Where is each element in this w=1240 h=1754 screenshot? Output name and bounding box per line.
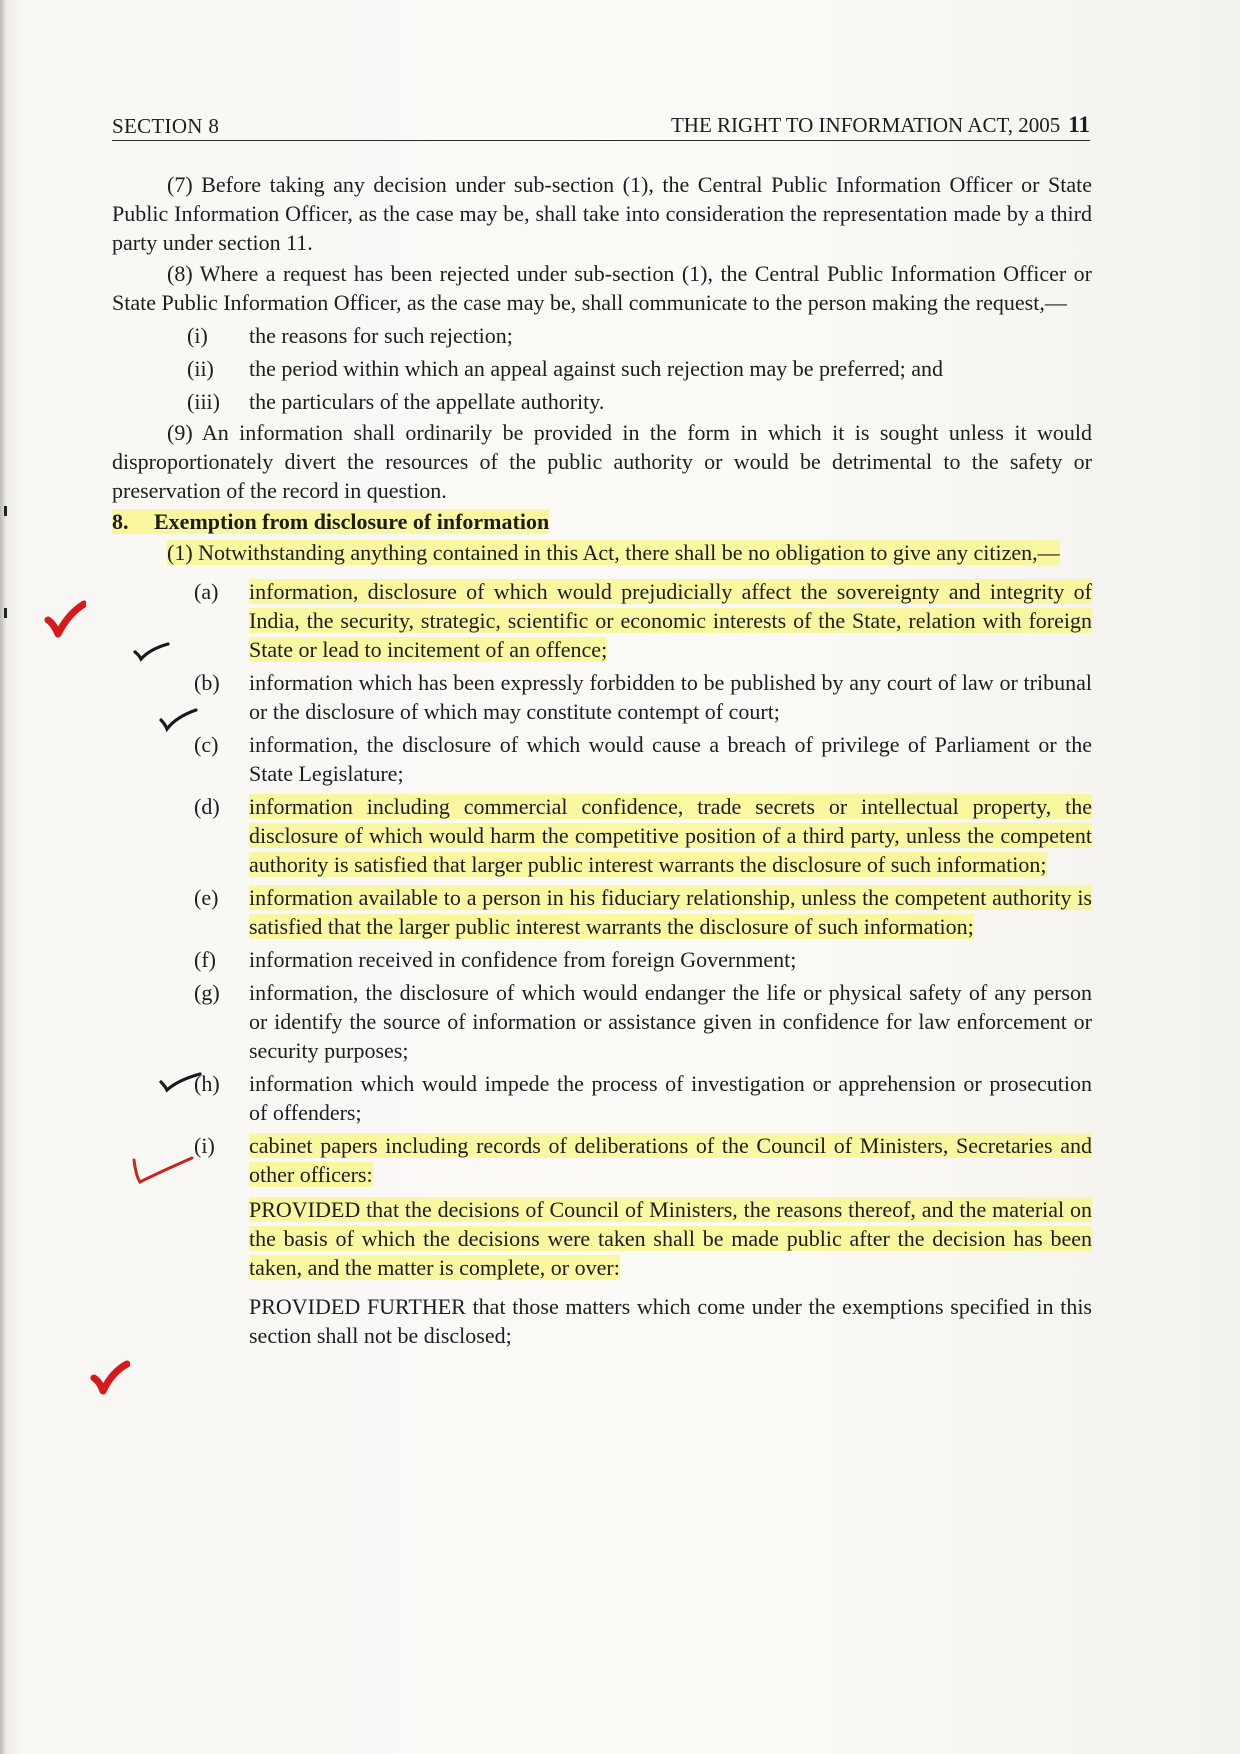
- page-number: 11: [1068, 112, 1090, 137]
- item-text: the particulars of the appellate authority.: [249, 389, 605, 414]
- header-section-label: SECTION 8: [112, 114, 220, 138]
- running-header: [112, 110, 1090, 141]
- document-body: [112, 170, 1092, 1350]
- section-title: Exemption from disclosure of information: [154, 509, 550, 534]
- item-text: the period within which an appeal against such rejection may be preferred; and: [249, 356, 943, 381]
- clause-b: [112, 668, 1092, 726]
- clause-text: information which has been expressly forbidden to be published by any court of law or tribunal or the disclosure of which may constitute contempt of court;: [249, 670, 1092, 724]
- list-item: [112, 387, 1092, 416]
- proviso-1-text: PROVIDED that the decisions of Council of Ministers, the reasons thereof, and the material on the basis of which the decisions were taken shall be made public after the decision has been taken, and the matter is complete, or over:: [249, 1197, 1092, 1280]
- checkmark-icon: [132, 640, 172, 662]
- clause-f: [112, 945, 1092, 974]
- item-text: the reasons for such rejection;: [249, 323, 513, 348]
- page-binding-edge: [0, 0, 6, 1754]
- clause-text: information available to a person in his fiduciary relationship, unless the competent authority is satisfied that the larger public interest warrants the disclosure of such information;: [249, 885, 1092, 939]
- clause-label: (i): [194, 1133, 215, 1158]
- red-checkmark-icon: [44, 600, 86, 640]
- subsection-7: (7) Before taking any decision under sub-section (1), the Central Public Information Officer or State Public Information Officer, as the case may be, shall take into consideration the representation made by a third party under section 11.: [112, 172, 1092, 255]
- clause-e: [112, 883, 1092, 941]
- item-label: (iii): [187, 389, 220, 414]
- margin-mark: [4, 608, 7, 618]
- clause-text: information, the disclosure of which would cause a breach of privilege of Parliament or the State Legislature;: [249, 732, 1092, 786]
- intro-text: (1) Notwithstanding anything contained in this Act, there shall be no obligation to give any citizen,—: [167, 540, 1060, 565]
- clause-label: (c): [194, 732, 219, 757]
- clause-h: [112, 1069, 1092, 1127]
- section-heading: [112, 507, 1092, 536]
- proviso-1: [112, 1195, 1092, 1282]
- header-act-title: [671, 112, 1090, 138]
- clause-label: (a): [194, 579, 219, 604]
- checkmark-icon: [158, 706, 200, 732]
- clause-label: (g): [194, 980, 220, 1005]
- section-number: 8.: [112, 509, 129, 534]
- clause-label: (h): [194, 1071, 220, 1096]
- subsection-8: (8) Where a request has been rejected under sub-section (1), the Central Public Information Officer or State Public Information Officer, as the case may be, shall communicate to the person making the request,—: [112, 261, 1092, 315]
- clause-d: [112, 792, 1092, 879]
- clause-text: information, disclosure of which would prejudicially affect the sovereignty and integrity of India, the security, strategic, scientific or economic interests of the State, relation with foreign State or lead to incitement of an offence;: [249, 579, 1092, 662]
- list-item: [112, 354, 1092, 383]
- item-label: (ii): [187, 356, 214, 381]
- list-item: [112, 321, 1092, 350]
- clause-g: [112, 978, 1092, 1065]
- clause-c: [112, 730, 1092, 788]
- clause-text: information including commercial confidence, trade secrets or intellectual property, the disclosure of which would harm the competitive position of a third party, unless the competent authority is satisfied that larger public interest warrants the disclosure of such information;: [249, 794, 1092, 877]
- clause-text: information received in confidence from foreign Government;: [249, 947, 797, 972]
- clause-label: (e): [194, 885, 219, 910]
- clause-label: (b): [194, 670, 220, 695]
- clause-a: [112, 577, 1092, 664]
- clause-text: cabinet papers including records of deliberations of the Council of Ministers, Secretaries and other officers:: [249, 1133, 1092, 1187]
- checkmark-icon: [158, 1070, 204, 1094]
- red-checkmark-icon: [90, 1360, 130, 1396]
- clause-label: (d): [194, 794, 220, 819]
- red-checkmark-icon: [130, 1154, 196, 1186]
- clause-i: [112, 1131, 1092, 1189]
- section-8-intro: [112, 538, 1092, 567]
- proviso-2: PROVIDED FURTHER that those matters which come under the exemptions specified in this section shall not be disclosed;: [249, 1294, 1092, 1348]
- item-label: (i): [187, 323, 208, 348]
- clause-text: information, the disclosure of which would endanger the life or physical safety of any person or identify the source of information or assistance given in confidence for law enforcement or security purposes;: [249, 980, 1092, 1063]
- subsection-9: (9) An information shall ordinarily be provided in the form in which it is sought unless it would disproportionately divert the resources of the public authority or would be detrimental to the safety or preservation of the record in question.: [112, 420, 1092, 503]
- header-act-name: THE RIGHT TO INFORMATION ACT, 2005: [670, 113, 1061, 137]
- clause-text: information which would impede the process of investigation or apprehension or prosecution of offenders;: [249, 1071, 1092, 1125]
- margin-mark: [4, 506, 7, 516]
- clause-label: (f): [194, 947, 216, 972]
